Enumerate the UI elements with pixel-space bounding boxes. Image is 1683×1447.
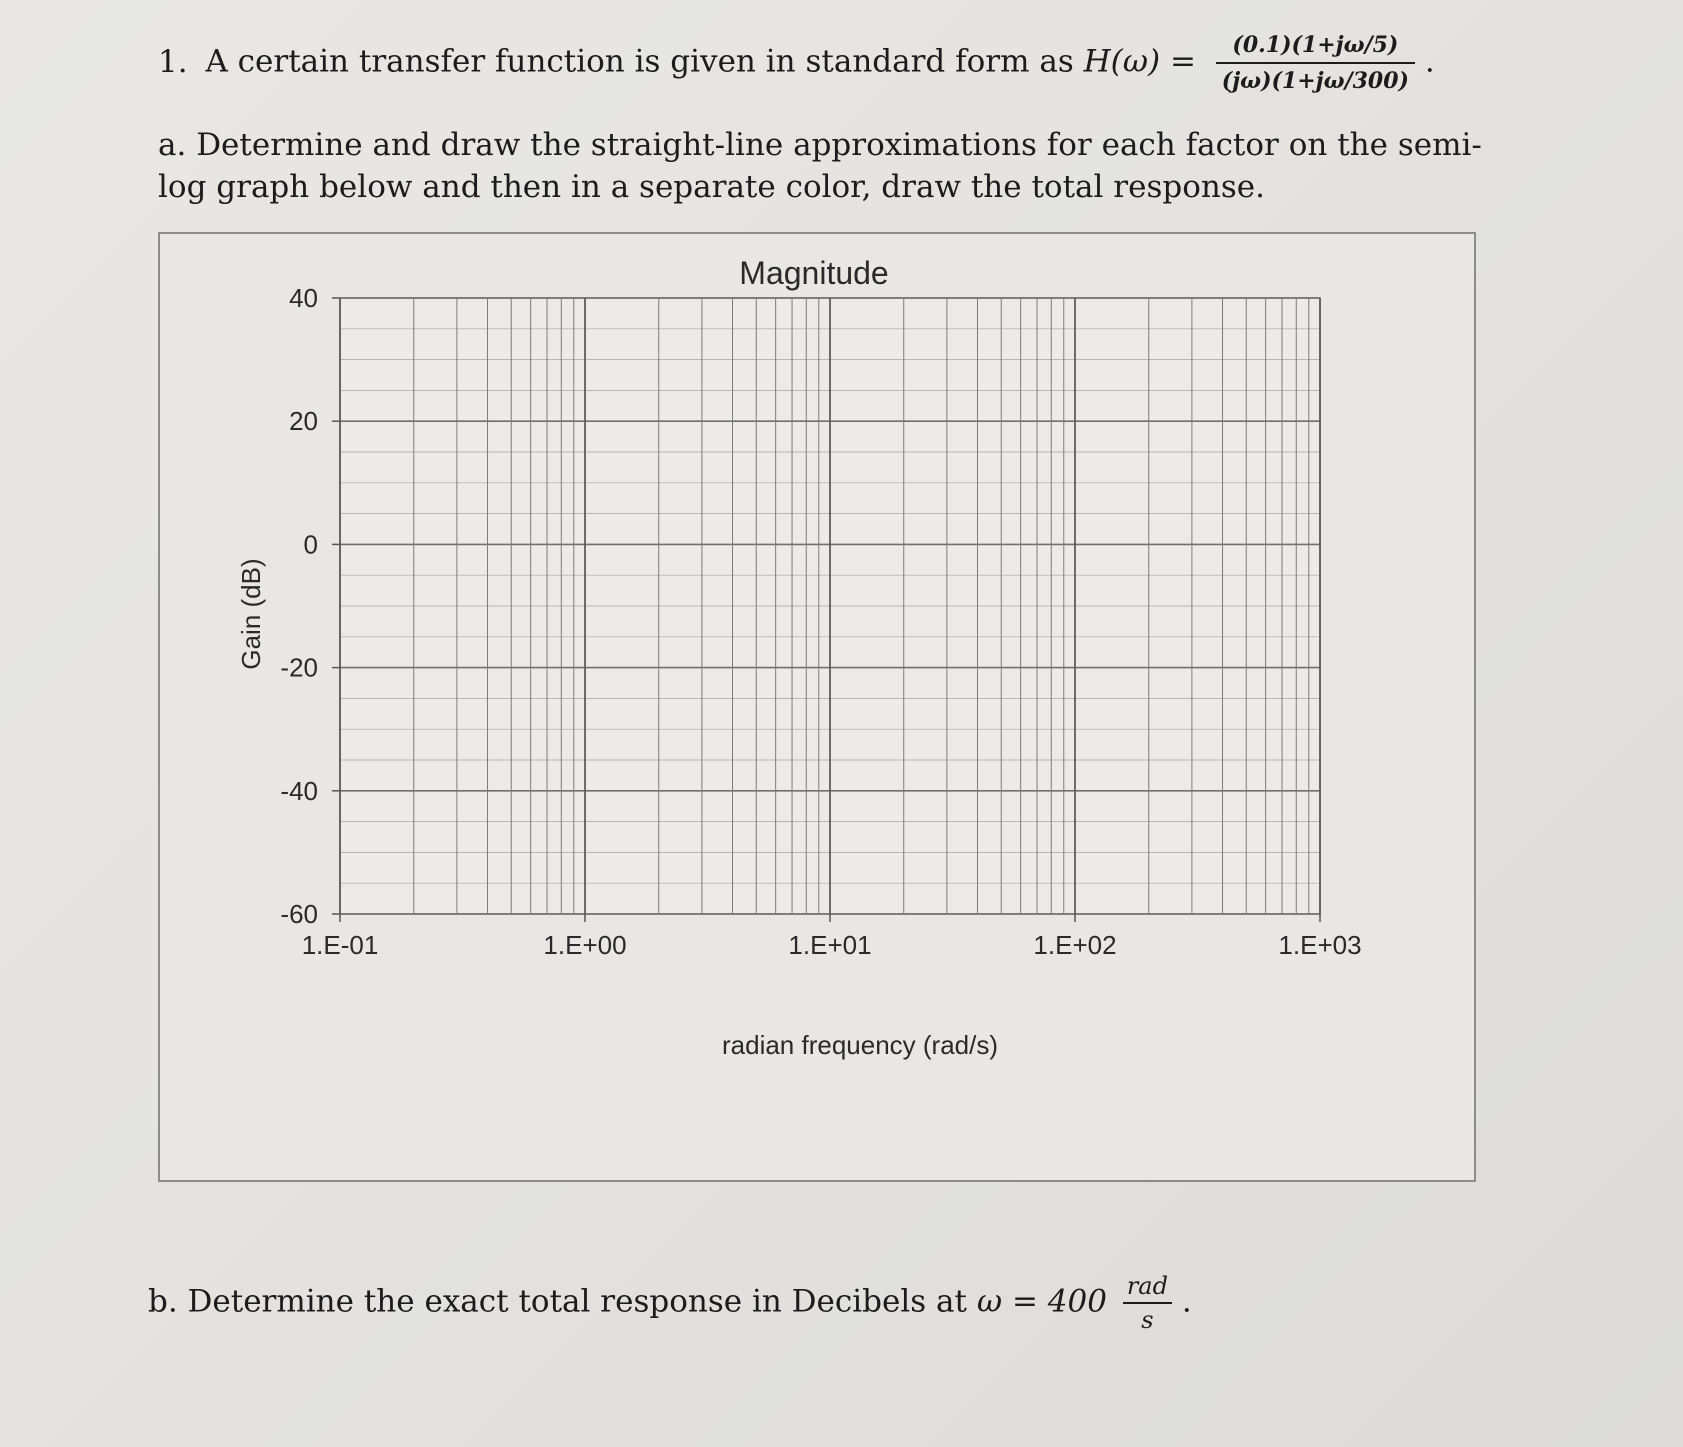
grid-lines — [332, 298, 1320, 922]
question-number: 1. — [158, 43, 188, 80]
x-tick-label: 1.E+01 — [788, 930, 872, 960]
y-tick-label: -20 — [280, 652, 318, 683]
chart-panel — [158, 232, 1476, 1182]
y-tick-label: 40 — [289, 283, 318, 313]
y-tick-label: -60 — [280, 899, 318, 929]
magnitude-chart[interactable] — [160, 234, 1474, 1180]
q1-end-punct: . — [1424, 43, 1435, 80]
question-1 — [158, 32, 1435, 94]
x-axis-label: radian frequency (rad/s) — [721, 1030, 999, 1060]
y-tick-label: 20 — [289, 406, 318, 437]
part-b-text: b. Determine the exact total response in Decibels at — [148, 1283, 967, 1320]
x-tick-label: 1.E+03 — [1278, 930, 1362, 960]
unit-top: rad — [1123, 1272, 1172, 1304]
part-b — [148, 1272, 1192, 1334]
x-tick-label: 1.E+00 — [543, 930, 627, 960]
y-tick-label: 0 — [303, 529, 318, 560]
x-tick-label: 1.E-01 — [301, 930, 379, 960]
tf-denominator: (jω)(1+jω/300) — [1221, 68, 1409, 94]
unit-bottom: s — [1141, 1306, 1154, 1334]
chart-title: Magnitude — [739, 255, 889, 291]
part-b-end-punct: . — [1181, 1283, 1192, 1320]
part-b-omega: ω = 400 — [976, 1283, 1107, 1320]
part-a-text: a. Determine and draw the straight-line approximations for each factor on the semi-log graph below and then in a separate color, draw the total response. — [158, 127, 1482, 205]
function-lhs: H(ω) = — [1083, 43, 1196, 80]
transfer-function-fraction — [1216, 32, 1415, 94]
unit-fraction — [1123, 1272, 1172, 1334]
y-tick-label: -40 — [280, 775, 318, 806]
y-axis-label: Gain (dB) — [236, 558, 266, 670]
tf-numerator: (0.1)(1+jω/5) — [1216, 32, 1415, 64]
question-prompt: A certain transfer function is given in standard form as — [205, 43, 1074, 80]
x-tick-label: 1.E+02 — [1033, 930, 1117, 960]
